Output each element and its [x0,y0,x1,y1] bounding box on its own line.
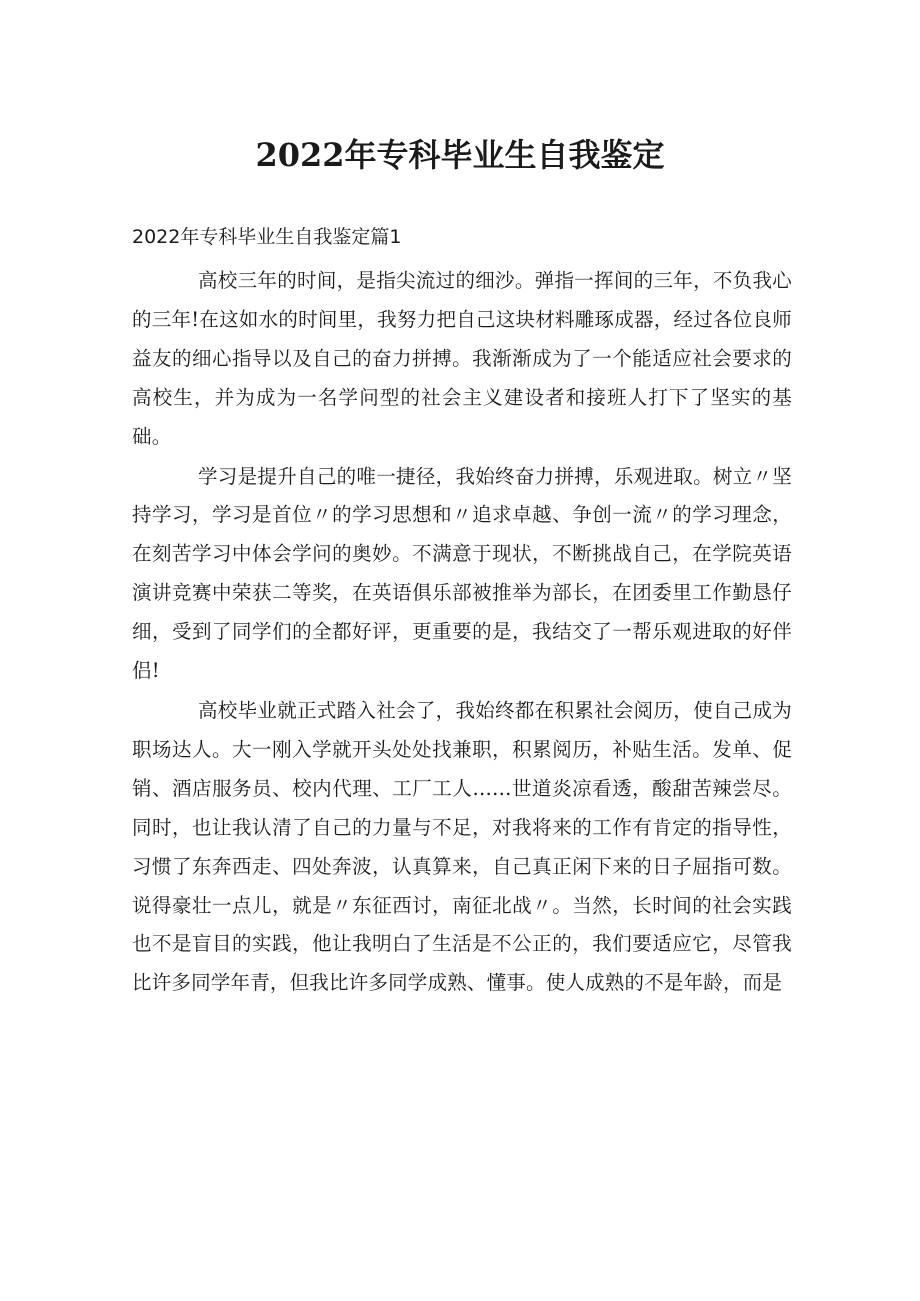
section-heading: 2022年专科毕业生自我鉴定篇1 [132,226,402,248]
paragraph-1: 高校三年的时间，是指尖流过的细沙。弹指一挥间的三年，不负我心的三年!在这如水的时间里，我努力把自己这块材料雕琢成器，经过各位良师益友的细心指导以及自己的奋力拼搏。我渐渐成为了一个能适应社会要求的高校生，并为成为一名学问型的社会主义建设者和接班人打下了坚实的基础。 [132,269,792,448]
paragraph-2: 学习是提升自己的唯一捷径，我始终奋力拼搏，乐观进取。树立〃坚持学习，学习是首位〃的学习思想和〃追求卓越、争创一流〃的学习理念，在刻苦学习中体会学问的奥妙。不满意于现状，不断挑战自己，在学院英语演讲竞赛中荣获二等奖，在英语俱乐部被推举为部长，在团委里工作勤恳仔细，受到了同学们的全都好评，更重要的是，我结交了一帮乐观进取的好伴侣! [132,464,792,683]
paragraph-3: 高校毕业就正式踏入社会了，我始终都在积累社会阅历，使自己成为职场达人。大一刚入学就开头处处找兼职，积累阅历，补贴生活。发单、促销、酒店服务员、校内代理、工厂工人……世道炎凉看透，酸甜苦辣尝尽。同时，也让我认清了自己的力量与不足，对我将来的工作有肯定的指导性，习惯了东奔西走、四处奔波，认真算来，自己真正闲下来的日子屈指可数。说得豪壮一点儿，就是〃东征西讨，南征北战〃。当然，长时间的社会实践也不是盲目的实践，他让我明白了生活是不公正的，我们要适应它，尽管我比许多同学年青，但我比许多同学成熟、懂事。使人成熟的不是年龄，而是 [132,698,792,995]
document-title: 2022年专科毕业生自我鉴定 [255,136,665,174]
document-body [132,262,792,1004]
